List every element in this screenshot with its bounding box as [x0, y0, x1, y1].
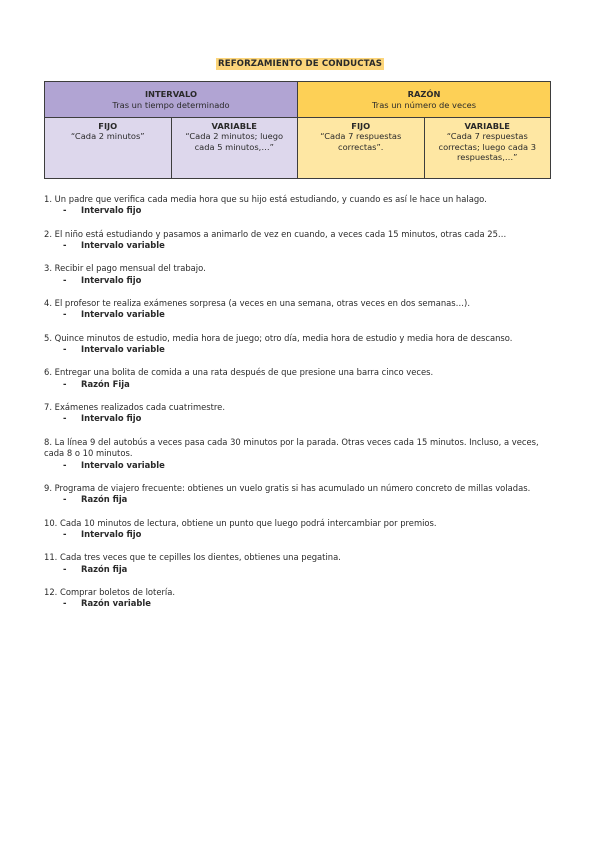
dash-bullet: - — [63, 563, 67, 574]
list-item — [44, 483, 556, 506]
dash-bullet: - — [63, 459, 67, 470]
item-answer — [44, 529, 556, 540]
answer-text: Intervalo variable — [81, 344, 165, 355]
item-question: 12. Comprar boletos de lotería. — [44, 586, 176, 597]
answer-text: Intervalo fijo — [81, 528, 142, 539]
item-question: 3. Recibir el pago mensual del trabajo. — [44, 263, 206, 274]
intervalo-variable-example: “Cada 2 minutos; luego cada 5 minutos,…” — [185, 131, 284, 152]
answer-text: Intervalo variable — [81, 240, 165, 251]
list-item — [44, 587, 556, 610]
answer-text: Razón Fija — [81, 378, 130, 389]
item-question: 1. Un padre que verifica cada media hora que su hijo está estudiando, y cuando es así le hace un halago. — [44, 194, 487, 204]
answer-text: Razón variable — [81, 598, 151, 609]
dash-bullet: - — [63, 494, 67, 505]
item-answer — [44, 413, 556, 424]
list-item — [44, 402, 556, 425]
item-answer — [44, 564, 556, 575]
item-answer — [44, 460, 556, 471]
title-highlight: REFORZAMIENTO DE CONDUCTAS — [218, 59, 382, 69]
list-item — [44, 298, 556, 321]
list-item — [44, 194, 556, 217]
list-item — [44, 552, 556, 575]
schedule-table — [44, 81, 551, 179]
intervalo-variable-cell — [171, 118, 298, 179]
page-title — [0, 51, 600, 70]
item-question: 5. Quince minutos de estudio, media hora de juego; otro día, media hora de estudio y media hora de descanso. — [44, 332, 513, 343]
list-item — [44, 518, 556, 541]
razon-header-cell — [298, 82, 551, 118]
answer-text: Intervalo fijo — [81, 205, 142, 216]
intervalo-subtitle: Tras un tiempo determinado — [112, 99, 230, 110]
answer-text: Razón fija — [81, 494, 128, 505]
item-question: 7. Exámenes realizados cada cuatrimestre. — [44, 402, 225, 413]
item-question: 6. Entregar una bolita de comida a una rata después de que presione una barra cinco veces. — [44, 367, 434, 378]
item-question: 8. La línea 9 del autobús a veces pasa cada 30 minutos por la parada. Otras veces cada 15 minutos. Incluso, a veces, cada 8 o 10 minutos. — [44, 436, 539, 459]
intervalo-fijo-cell — [45, 118, 172, 179]
answer-text: Intervalo fijo — [81, 413, 142, 424]
razon-subtitle: Tras un número de veces — [371, 99, 477, 110]
answer-text: Intervalo fijo — [81, 274, 142, 285]
item-answer — [44, 494, 556, 505]
intervalo-fijo-label: FIJO — [98, 121, 118, 131]
list-item — [44, 229, 556, 252]
intervalo-header: INTERVALO — [144, 89, 198, 100]
item-question: 9. Programa de viajero frecuente: obtienes un vuelo gratis si has acumulado un número concreto de millas voladas. — [44, 482, 531, 493]
item-answer — [44, 344, 556, 355]
intervalo-fijo-example: “Cada 2 minutos” — [70, 131, 145, 142]
list-item — [44, 367, 556, 390]
dash-bullet: - — [63, 274, 67, 285]
list-item — [44, 333, 556, 356]
answer-text: Razón fija — [81, 563, 128, 574]
exercise-list — [44, 194, 556, 622]
razon-fijo-example: “Cada 7 respuestas correctas”. — [320, 131, 402, 152]
razon-variable-label: VARIABLE — [464, 121, 510, 131]
item-answer — [44, 379, 556, 390]
item-question: 2. El niño está estudiando y pasamos a animarlo de vez en cuando, a veces cada 15 minutos, otras cada 25… — [44, 228, 507, 239]
item-question: 4. El profesor te realiza exámenes sorpresa (a veces en una semana, otras veces en dos semanas…). — [44, 298, 470, 309]
razon-fijo-label: FIJO — [351, 121, 371, 131]
item-answer — [44, 309, 556, 320]
razon-header: RAZÓN — [407, 89, 441, 100]
item-answer — [44, 205, 556, 216]
dash-bullet: - — [63, 598, 67, 609]
dash-bullet: - — [63, 240, 67, 251]
dash-bullet: - — [63, 205, 67, 216]
list-item — [44, 263, 556, 286]
dash-bullet: - — [63, 309, 67, 320]
item-question: 11. Cada tres veces que te cepilles los dientes, obtienes una pegatina. — [44, 552, 341, 563]
item-question: 10. Cada 10 minutos de lectura, obtiene un punto que luego podrá intercambiar por premios. — [44, 517, 437, 528]
razon-fijo-cell — [298, 118, 425, 179]
razon-variable-example: “Cada 7 respuestas correctas; luego cada 3 respuestas,…” — [438, 131, 536, 163]
intervalo-header-cell — [45, 82, 298, 118]
answer-text: Intervalo variable — [81, 459, 165, 470]
item-answer — [44, 240, 556, 251]
dash-bullet: - — [63, 413, 67, 424]
list-item — [44, 437, 556, 471]
item-answer — [44, 275, 556, 286]
dash-bullet: - — [63, 378, 67, 389]
dash-bullet: - — [63, 528, 67, 539]
razon-variable-cell — [424, 118, 551, 179]
dash-bullet: - — [63, 344, 67, 355]
intervalo-variable-label: VARIABLE — [211, 121, 257, 131]
answer-text: Intervalo variable — [81, 309, 165, 320]
item-answer — [44, 598, 556, 609]
